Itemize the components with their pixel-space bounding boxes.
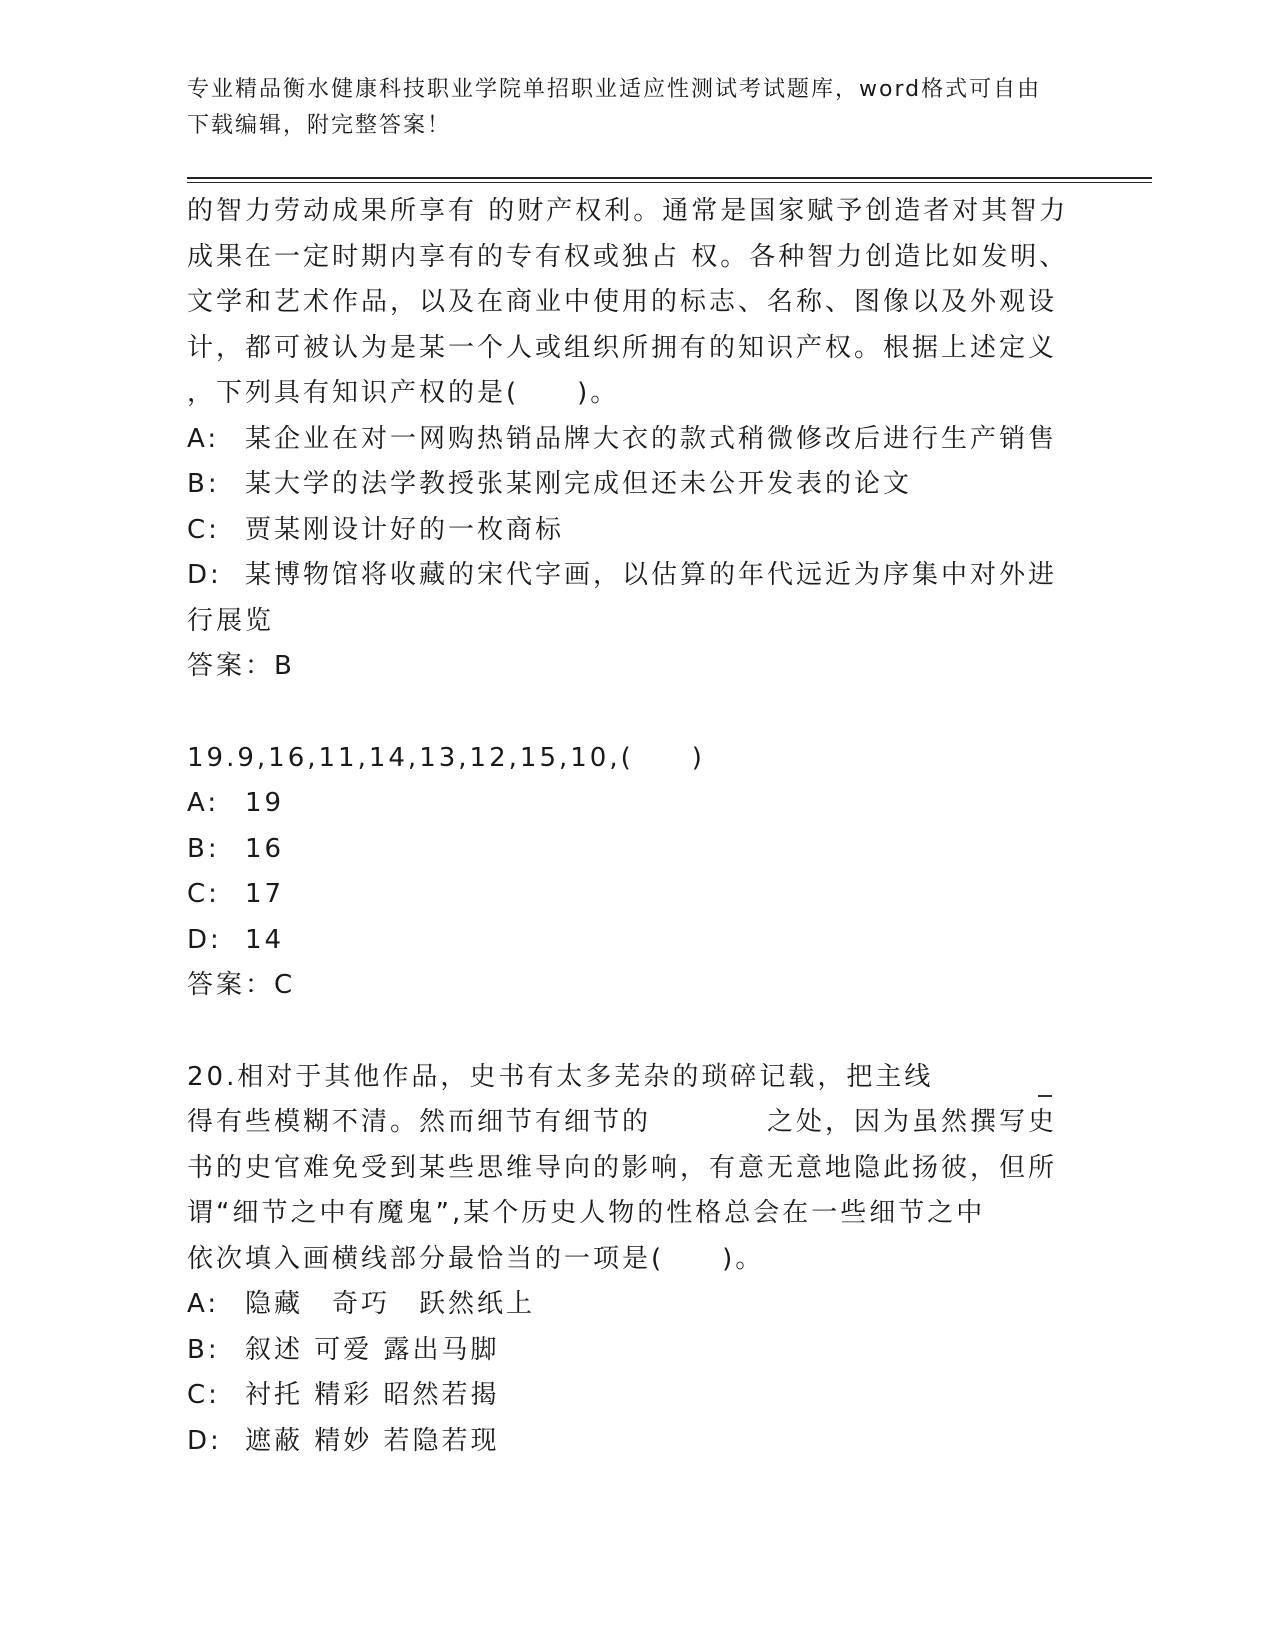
question-text-line: 文学和艺术作品，以及在商业中使用的标志、名称、图像以及外观设	[187, 287, 1058, 317]
option-text: 叙述 可爱 露出马脚	[245, 1334, 500, 1365]
option-a	[187, 781, 1067, 827]
question-text-line: 得有些模糊不清。然而细节有细节的 之处，因为虽然撰写史	[187, 1107, 1058, 1137]
fill-blank-line	[1038, 1095, 1052, 1097]
option-key: D:	[187, 924, 222, 955]
header-line-1: 专业精品衡水健康科技职业学院单招职业适应性测试考试题库，word格式可自由	[187, 77, 1042, 102]
option-text: 遮蔽 精妙 若隐若现	[245, 1425, 500, 1456]
header-divider-thin	[187, 182, 1152, 183]
question-text-line: 的智力劳动成果所享有 的财产权利。通常是国家赋予创造者对其智力	[187, 196, 1069, 226]
option-key: A:	[187, 788, 220, 818]
header-line-2: 下载编辑，附完整答案！	[187, 113, 452, 138]
option-text: 某博物馆将收藏的宋代字画，以估算的年代远近为序集中对外进	[245, 560, 1058, 590]
option-d	[187, 1419, 1067, 1465]
option-text: 某企业在对一网购热销品牌大衣的款式稍微修改后进行生产销售	[245, 423, 1058, 454]
option-d	[187, 918, 1067, 964]
question-stem: 19.9,16,11,14,13,12,15,10,( )	[187, 742, 705, 773]
option-key: D:	[187, 1425, 222, 1456]
answer-label: 答案：B	[187, 651, 295, 681]
option-key: B:	[187, 833, 220, 864]
answer-label: 答案：C	[187, 970, 296, 1000]
question-18	[187, 189, 1067, 690]
option-key: C:	[187, 514, 220, 545]
option-d-continued: 行展览	[187, 605, 275, 636]
option-text: 衬托 精彩 昭然若揭	[245, 1380, 500, 1410]
option-key: A:	[187, 1289, 220, 1319]
question-text-line: 谓“细节之中有魔鬼”,某个历史人物的性格总会在一些细节之中	[187, 1198, 986, 1228]
spacer	[187, 1009, 1067, 1055]
page-header	[187, 72, 1067, 144]
option-key: A:	[187, 423, 220, 454]
option-key: C:	[187, 879, 220, 909]
question-text-line: ，下列具有知识产权的是( )。	[187, 378, 620, 408]
option-b	[187, 1328, 1067, 1374]
option-c	[187, 508, 1067, 554]
option-a	[187, 1282, 1067, 1328]
header-divider-thick	[187, 177, 1152, 179]
question-20	[187, 1055, 1067, 1465]
question-text-line: 计，都可被认为是某一个人或组织所拥有的知识产权。根据上述定义	[187, 332, 1058, 363]
option-a	[187, 417, 1067, 463]
option-key: B:	[187, 1334, 220, 1365]
question-text-line: 成果在一定时期内享有的专有权或独占 权。各种智力创造比如发明、	[187, 241, 1069, 272]
question-text-line: 书的史官难免受到某些思维导向的影响，有意无意地隐此扬彼，但所	[187, 1152, 1058, 1183]
option-text: 某大学的法学教授张某刚完成但还未公开发表的论文	[245, 469, 913, 499]
option-key: D:	[187, 560, 222, 590]
spacer	[187, 690, 1067, 736]
option-text: 隐藏 奇巧 跃然纸上	[245, 1289, 536, 1319]
document-body	[187, 189, 1067, 1464]
option-b	[187, 827, 1067, 873]
option-c	[187, 1373, 1067, 1419]
option-d	[187, 553, 1067, 599]
option-text: 贾某刚设计好的一枚商标	[245, 514, 565, 545]
option-b	[187, 462, 1067, 508]
option-text: 16	[245, 833, 285, 864]
option-text: 14	[245, 924, 285, 955]
option-key: B:	[187, 469, 220, 499]
option-text: 19	[245, 788, 285, 818]
option-text: 17	[245, 879, 285, 909]
option-c	[187, 872, 1067, 918]
question-19	[187, 736, 1067, 1009]
question-text-line: 依次填入画横线部分最恰当的一项是( )。	[187, 1243, 765, 1274]
question-text-line: 20.相对于其他作品，史书有太多芜杂的琐碎记载，把主线	[187, 1061, 934, 1092]
option-key: C:	[187, 1380, 220, 1410]
